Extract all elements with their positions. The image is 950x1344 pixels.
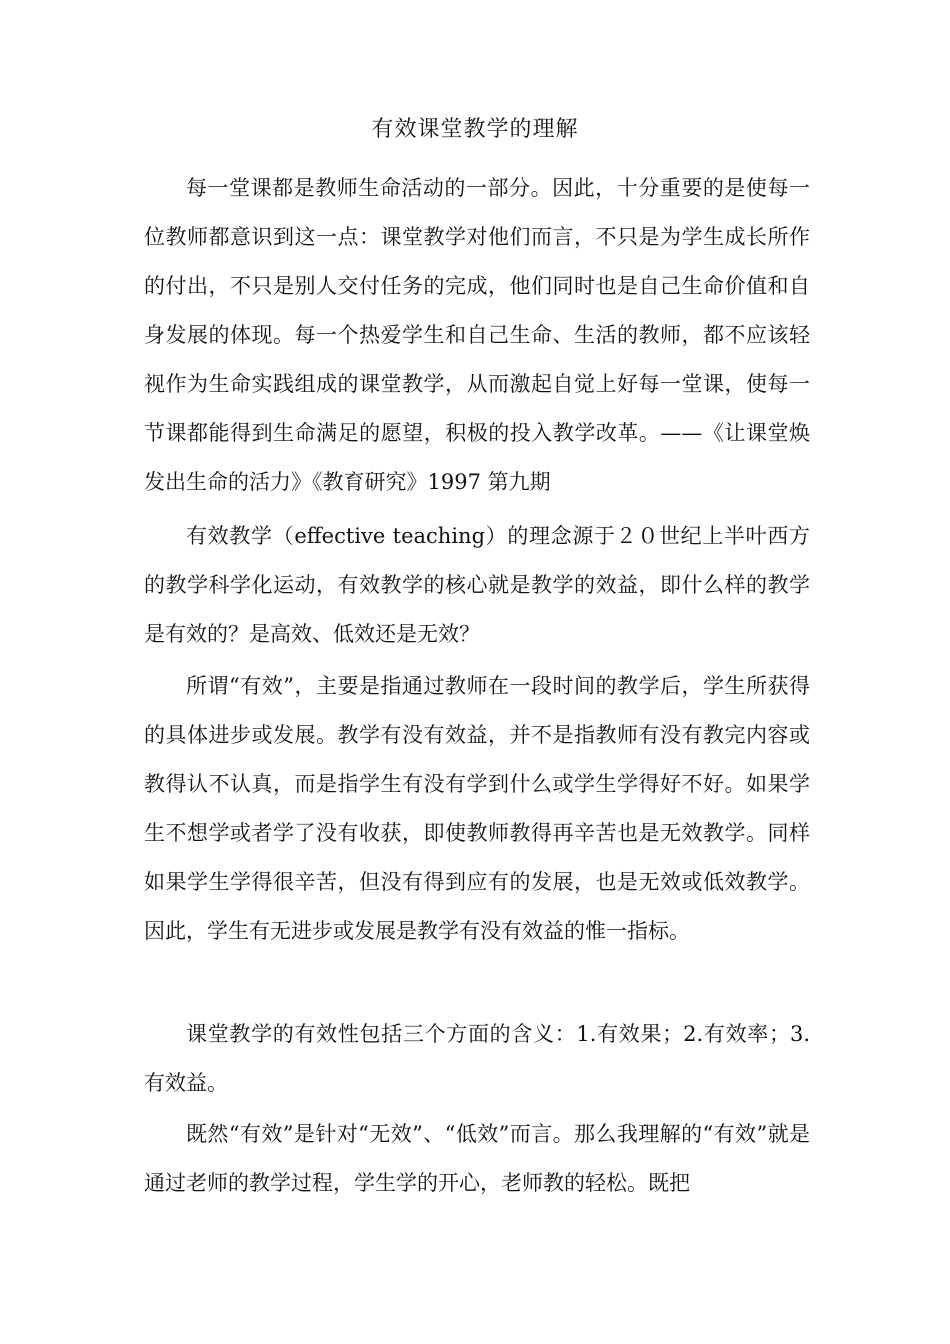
paragraph-text: 有效教学（effective teaching）的理念源于２０世纪上半叶西方的教学科学化运动，有效教学的核心就是教学的效益，即什么样的教学是有效的？是高效、低效还是无效？ — [144, 524, 810, 646]
paragraph-2 — [144, 512, 810, 659]
paragraph-3 — [144, 662, 810, 956]
paragraph-text: 课堂教学的有效性包括三个方面的含义：1.有效果；2.有效率；3.有效益。 — [144, 1022, 810, 1095]
paragraph-1 — [144, 164, 810, 507]
paragraph-4 — [144, 1010, 810, 1108]
paragraph-text: 每一堂课都是教师生命活动的一部分。因此，十分重要的是使每一位教师都意识到这一点：课堂教学对他们而言，不只是为学生成长所作的付出，不只是别人交付任务的完成，他们同时也是自己生命价值和自身发展的体现。每一个热爱学生和自己生命、生活的教师，都不应该轻视作为生命实践组成的课堂教学，从而激起自觉上好每一堂课，使每一节课都能得到生命满足的愿望，积极的投入教学改革。——《让课堂焕发出生命的活力》《教育研究》1997 第九期 — [144, 176, 810, 494]
document-title: 有效课堂教学的理解 — [371, 117, 579, 142]
paragraph-5 — [144, 1110, 810, 1208]
paragraph-text: 所谓“有效”，主要是指通过教师在一段时间的教学后，学生所获得的具体进步或发展。教学有没有效益，并不是指教师有没有教完内容或教得认不认真，而是指学生有没有学到什么或学生学得好不好。如果学生不想学或者学了没有收获，即使教师教得再辛苦也是无效教学。同样如果学生学得很辛苦，但没有得到应有的发展，也是无效或低效教学。因此，学生有无进步或发展是教学有没有效益的惟一指标。 — [144, 674, 810, 943]
paragraph-text: 既然“有效”是针对“无效”、“低效”而言。那么我理解的“有效”就是通过老师的教学过程，学生学的开心，老师教的轻松。既把 — [144, 1122, 810, 1195]
